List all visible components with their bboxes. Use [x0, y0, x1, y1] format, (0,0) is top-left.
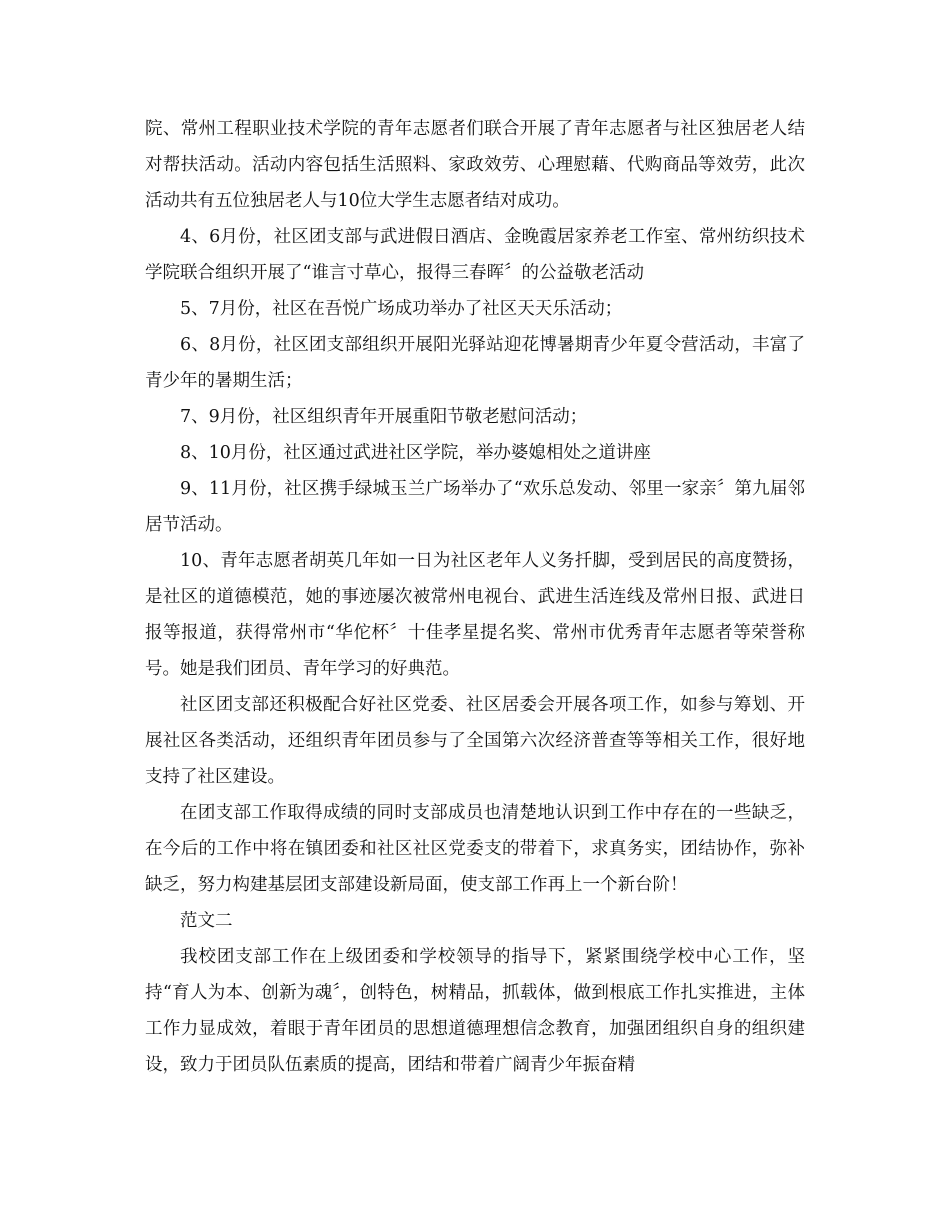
paragraph-item-8: 8、10月份，社区通过武进社区学院，举办婆媳相处之道讲座 [180, 443, 651, 463]
paragraph-conclusion: 在团支部工作取得成绩的同时支部成员也清楚地认识到工作中存在的一些缺乏，在今后的工作中将在镇团委和社区社区党委支的带着下，求真务实，团结协作，弥补缺乏，努力构建基层团支部建设新局面，使支部工作再上一个新台阶！ [145, 803, 805, 895]
section-heading-example-two: 范文二 [180, 911, 233, 931]
paragraph-volunteer-pairing: 院、常州工程职业技术学院的青年志愿者们联合开展了青年志愿者与社区独居老人结对帮扶活动。活动内容包括生活照料、家政效劳、心理慰藉、代购商品等效劳，此次活动共有五位独居老人与10位大学生志愿者结对成功。 [145, 119, 805, 211]
paragraph-cooperation: 社区团支部还积极配合好社区党委、社区居委会开展各项工作，如参与筹划、开展社区各类活动，还组织青年团员参与了全国第六次经济普查等等相关工作，很好地支持了社区建设。 [145, 695, 805, 787]
paragraph-item-7: 7、9月份，社区组织青年开展重阳节敬老慰问活动； [180, 407, 588, 427]
paragraph-item-4: 4、6月份，社区团支部与武进假日酒店、金晚霞居家养老工作室、常州纺织技术学院联合组织开展了“谁言寸草心，报得三春晖〞的公益敬老活动 [145, 227, 805, 283]
paragraph-item-6: 6、8月份，社区团支部组织开展阳光驿站迎花博暑期青少年夏令营活动，丰富了青少年的暑期生活； [145, 335, 805, 391]
paragraph-item-5: 5、7月份，社区在吾悦广场成功举办了社区天天乐活动； [180, 299, 623, 319]
paragraph-example-two-intro: 我校团支部工作在上级团委和学校领导的指导下，紧紧围绕学校中心工作，坚持“育人为本、创新为魂〞，创特色，树精品，抓载体，做到根底工作扎实推进，主体工作力显成效，着眼于青年团员的思想道德理想信念教育，加强团组织自身的组织建设，致力于团员队伍素质的提高，团结和带着广阔青少年振奋精 [145, 947, 805, 1075]
paragraph-item-10: 10、青年志愿者胡英几年如一日为社区老年人义务扦脚，受到居民的高度赞扬，是社区的道德模范，她的事迹屡次被常州电视台、武进生活连线及常州日报、武进日报等报道，获得常州市“华佗杯〞十佳孝星提名奖、常州市优秀青年志愿者等荣誉称号。她是我们团员、青年学习的好典范。 [145, 551, 805, 679]
paragraph-item-9: 9、11月份，社区携手绿城玉兰广场举办了“欢乐总发动、邻里一家亲〞第九届邻居节活动。 [145, 479, 805, 535]
document-body [145, 111, 805, 1083]
